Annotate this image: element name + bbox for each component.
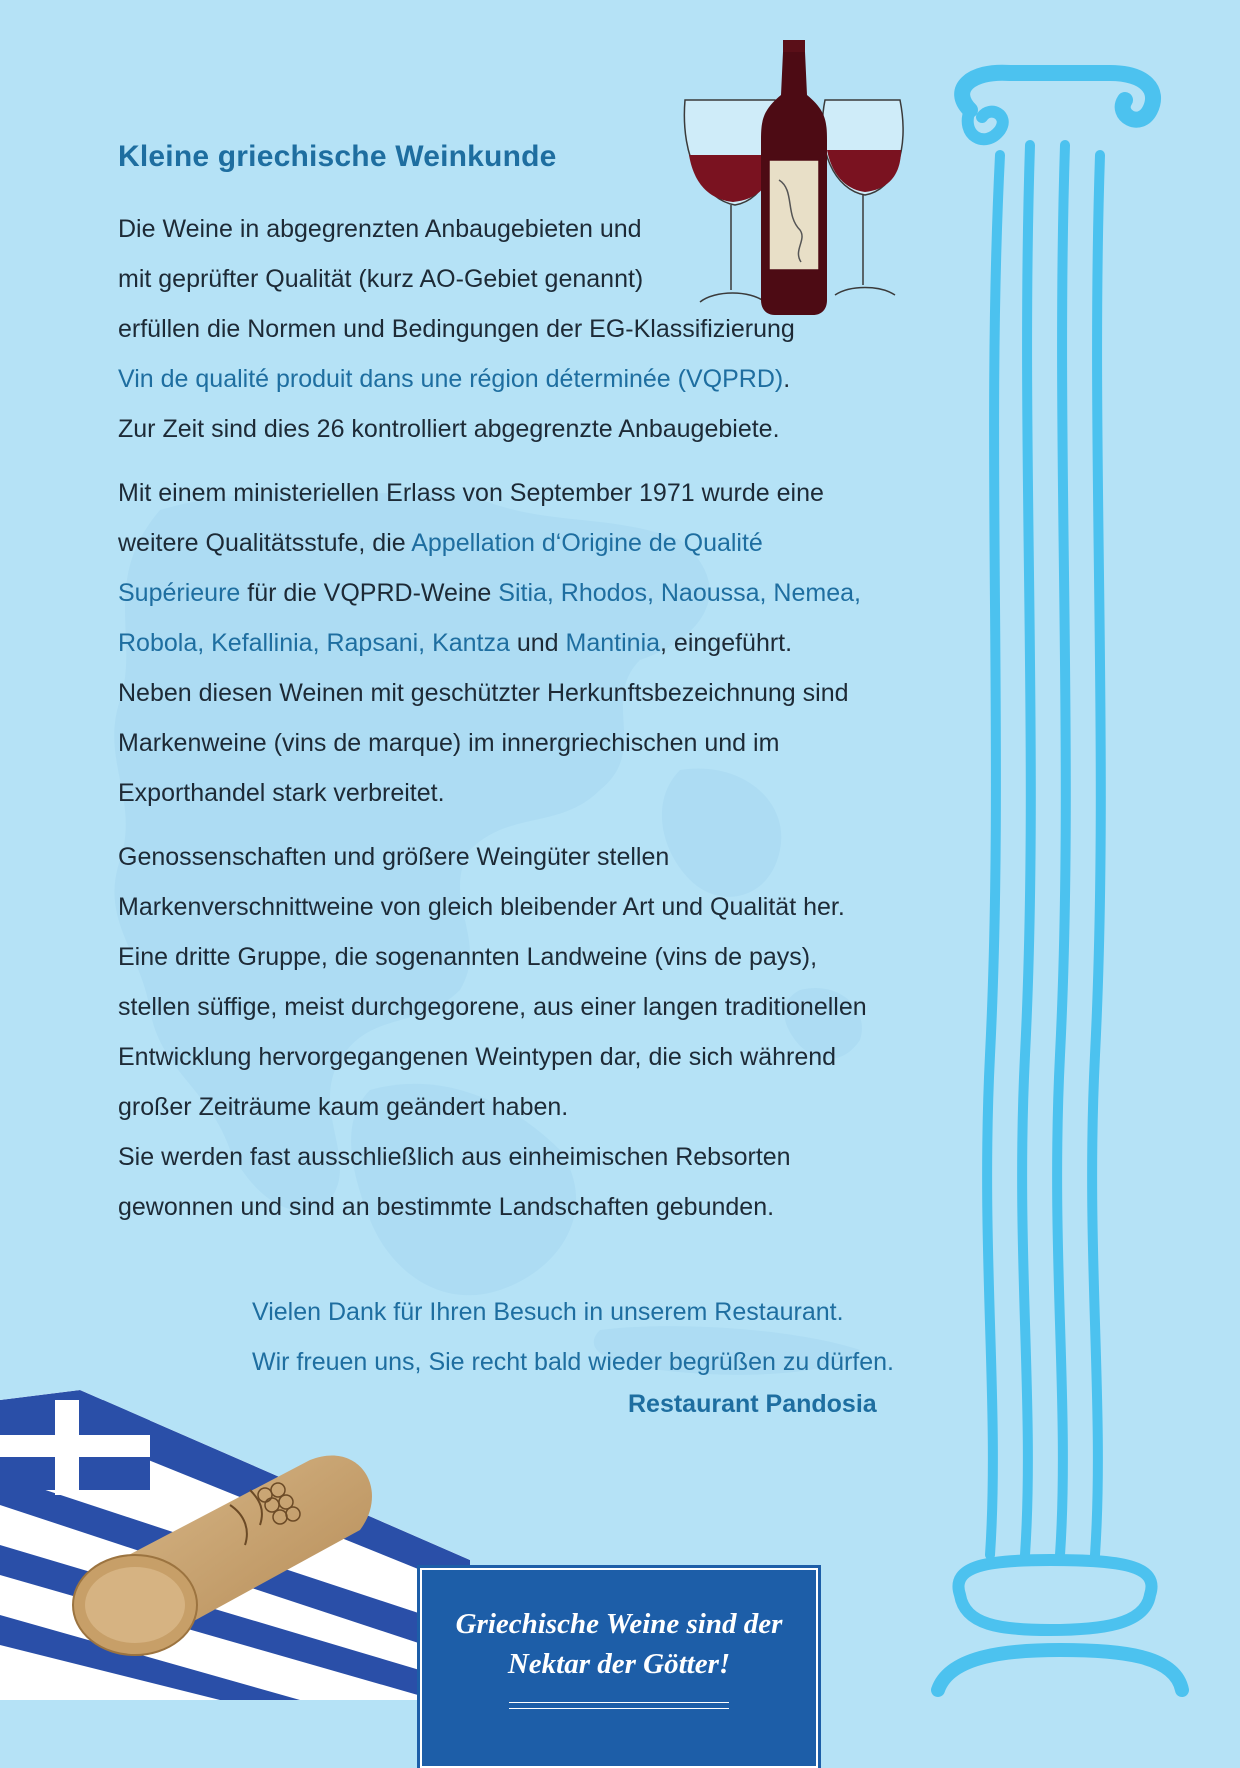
vqprd-term: Vin de qualité produit dans une région déterminée (VQPRD) <box>118 365 784 393</box>
nectar-line-2: Nektar der Götter! <box>507 1648 731 1680</box>
greek-column-illustration <box>930 55 1190 1715</box>
p3-line-4: stellen süffige, meist durchgegorene, aus einer langen traditionellen <box>118 993 867 1021</box>
appellation-term: Appellation d‘Origine de Qualité <box>411 529 763 557</box>
double-rule-divider <box>509 1702 729 1709</box>
main-text <box>118 140 938 1246</box>
paragraph-3 <box>118 832 938 1232</box>
thanks-line-1: Vielen Dank für Ihren Besuch in unserem Restaurant. <box>252 1298 844 1326</box>
superieure-term: Supérieure <box>118 579 241 607</box>
p2-line-4-b: und <box>509 629 566 657</box>
page-title: Kleine griechische Weinkunde <box>118 140 557 173</box>
p2-line-3 <box>118 568 938 618</box>
p3-line-1: Genossenschaften und größere Weingüter stellen <box>118 843 670 871</box>
p2-line-2 <box>118 518 938 568</box>
p3-line-2: Markenverschnittweine von gleich bleibender Art und Qualität her. <box>118 893 845 921</box>
p2-line-1: Mit einem ministeriellen Erlass von September 1971 wurde eine <box>118 479 824 507</box>
p2-line-2-a: weitere Qualitätsstufe, die <box>118 529 412 557</box>
p2-line-4-d: , eingeführt. <box>660 629 793 657</box>
thank-you-message <box>252 1287 952 1387</box>
paragraph-1 <box>118 204 938 454</box>
p1-line-4 <box>118 354 938 404</box>
region-name-mantinia: Mantinia <box>565 629 661 657</box>
p2-line-7: Exporthandel stark verbreitet. <box>118 779 445 807</box>
p2-line-6: Markenweine (vins de marque) im innergriechischen und im <box>118 729 780 757</box>
p2-line-4 <box>118 618 938 668</box>
p3-line-3: Eine dritte Gruppe, die sogenannten Landweine (vins de pays), <box>118 943 818 971</box>
nectar-line-1: Griechische Weine sind der <box>455 1608 783 1640</box>
nectar-quote-box <box>420 1568 818 1768</box>
p1-line-3: erfüllen die Normen und Bedingungen der EG-Klassifizierung <box>118 315 795 343</box>
p1-line-2: mit geprüfter Qualität (kurz AO-Gebiet genannt) <box>118 265 644 293</box>
p2-line-5: Neben diesen Weinen mit geschützter Herkunftsbezeichnung sind <box>118 679 849 707</box>
region-names-2: Robola, Kefallinia, Rapsani, Kantza <box>118 629 510 657</box>
restaurant-signature: Restaurant Pandosia <box>628 1390 877 1418</box>
p1-line-1: Die Weine in abgegrenzten Anbaugebieten und <box>118 215 642 243</box>
wine-cork-illustration <box>60 1420 390 1660</box>
region-names-1: Sitia, Rhodos, Naoussa, Nemea, <box>498 579 861 607</box>
p1-line-5: Zur Zeit sind dies 26 kontrolliert abgegrenzte Anbaugebiete. <box>118 415 780 443</box>
p3-line-8: gewonnen und sind an bestimmte Landschaften gebunden. <box>118 1193 775 1221</box>
p2-line-3-b: für die VQPRD-Weine <box>240 579 499 607</box>
p3-line-7: Sie werden fast ausschließlich aus einheimischen Rebsorten <box>118 1143 791 1171</box>
thanks-line-2: Wir freuen uns, Sie recht bald wieder begrüßen zu dürfen. <box>252 1348 895 1376</box>
p3-line-6: großer Zeiträume kaum geändert haben. <box>118 1093 569 1121</box>
p1-line-4-end: . <box>783 365 791 393</box>
p3-line-5: Entwicklung hervorgegangenen Weintypen dar, die sich während <box>118 1043 837 1071</box>
paragraph-2 <box>118 468 938 818</box>
